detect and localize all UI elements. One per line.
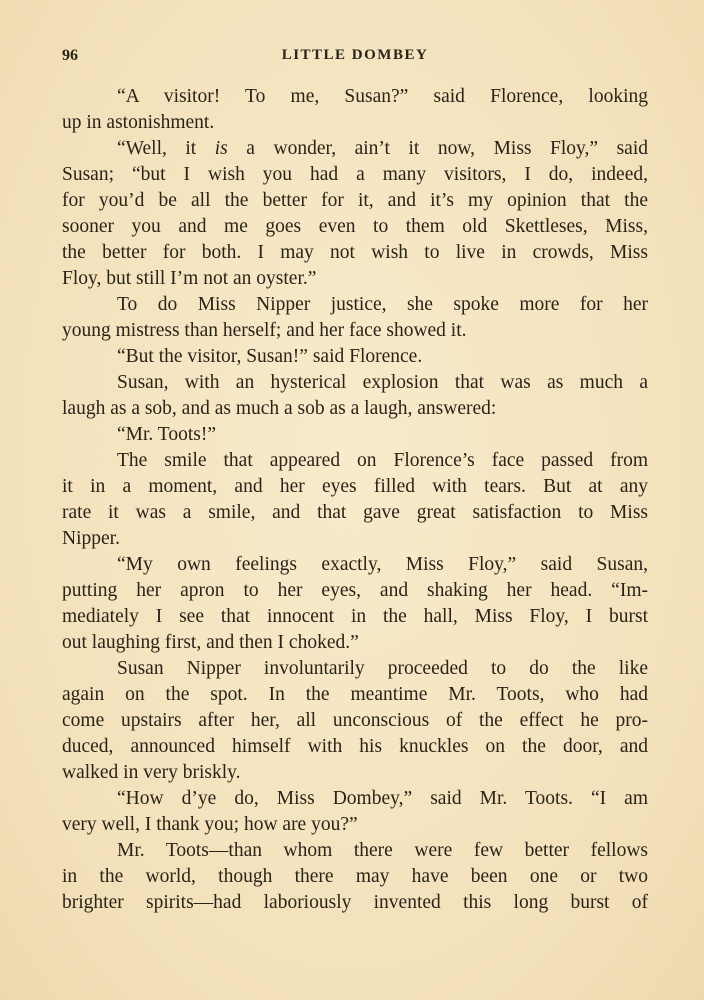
- text-line: Susan; “but I wish you had a many visitors, I do, indeed,: [62, 164, 648, 185]
- text-line: To do Miss Nipper justice, she spoke more for her: [117, 294, 648, 315]
- text-line: Susan, with an hysterical explosion that was as much a: [117, 372, 648, 393]
- page-header: [62, 47, 648, 71]
- text-line: it in a moment, and her eyes filled with tears. But at any: [62, 476, 648, 497]
- text-line: “How d’ye do, Miss Dombey,” said Mr. Toots. “I am: [117, 788, 648, 809]
- running-head: LITTLE DOMBEY: [281, 47, 429, 63]
- text-line: “Mr. Toots!”: [117, 424, 217, 445]
- text-line: out laughing first, and then I choked.”: [62, 632, 359, 653]
- text-line: “Well, it is a wonder, ain’t it now, Miss Floy,” said: [117, 138, 648, 159]
- text-line: Floy, but still I’m not an oyster.”: [62, 268, 317, 289]
- text-line: the better for both. I may not wish to live in crowds, Miss: [62, 242, 648, 263]
- text-line: Nipper.: [62, 528, 120, 549]
- text-line: putting her apron to her eyes, and shaking her head. “Im-: [62, 580, 648, 601]
- text-line: in the world, though there may have been one or two: [62, 866, 648, 887]
- text-line: Mr. Toots—than whom there were few better fellows: [117, 840, 648, 861]
- page-number: 96: [62, 47, 78, 64]
- text-line: for you’d be all the better for it, and it’s my opinion that the: [62, 190, 648, 211]
- text-line: “But the visitor, Susan!” said Florence.: [117, 346, 423, 367]
- text-line: “My own feelings exactly, Miss Floy,” said Susan,: [117, 554, 648, 575]
- text-line: up in astonishment.: [62, 112, 215, 133]
- text-line: duced, announced himself with his knuckles on the door, and: [62, 736, 648, 757]
- text-line: mediately I see that innocent in the hall, Miss Floy, I burst: [62, 606, 648, 627]
- text-line: again on the spot. In the meantime Mr. Toots, who had: [62, 684, 648, 705]
- text-line: rate it was a smile, and that gave great satisfaction to Miss: [62, 502, 648, 523]
- text-line: very well, I thank you; how are you?”: [62, 814, 358, 835]
- text-line: Susan Nipper involuntarily proceeded to do the like: [117, 658, 648, 679]
- text-line: brighter spirits—had laboriously invented this long burst of: [62, 892, 648, 913]
- text-line: laugh as a sob, and as much a sob as a laugh, answered:: [62, 398, 497, 419]
- text-line: sooner you and me goes even to them old Skettleses, Miss,: [62, 216, 648, 237]
- text-line: come upstairs after her, all unconscious of the effect he pro-: [62, 710, 648, 731]
- text-line: young mistress than herself; and her face showed it.: [62, 320, 467, 341]
- text-line: The smile that appeared on Florence’s face passed from: [117, 450, 648, 471]
- body-text: [62, 84, 648, 916]
- text-line: “A visitor! To me, Susan?” said Florence, looking: [117, 86, 648, 107]
- text-line: walked in very briskly.: [62, 762, 241, 783]
